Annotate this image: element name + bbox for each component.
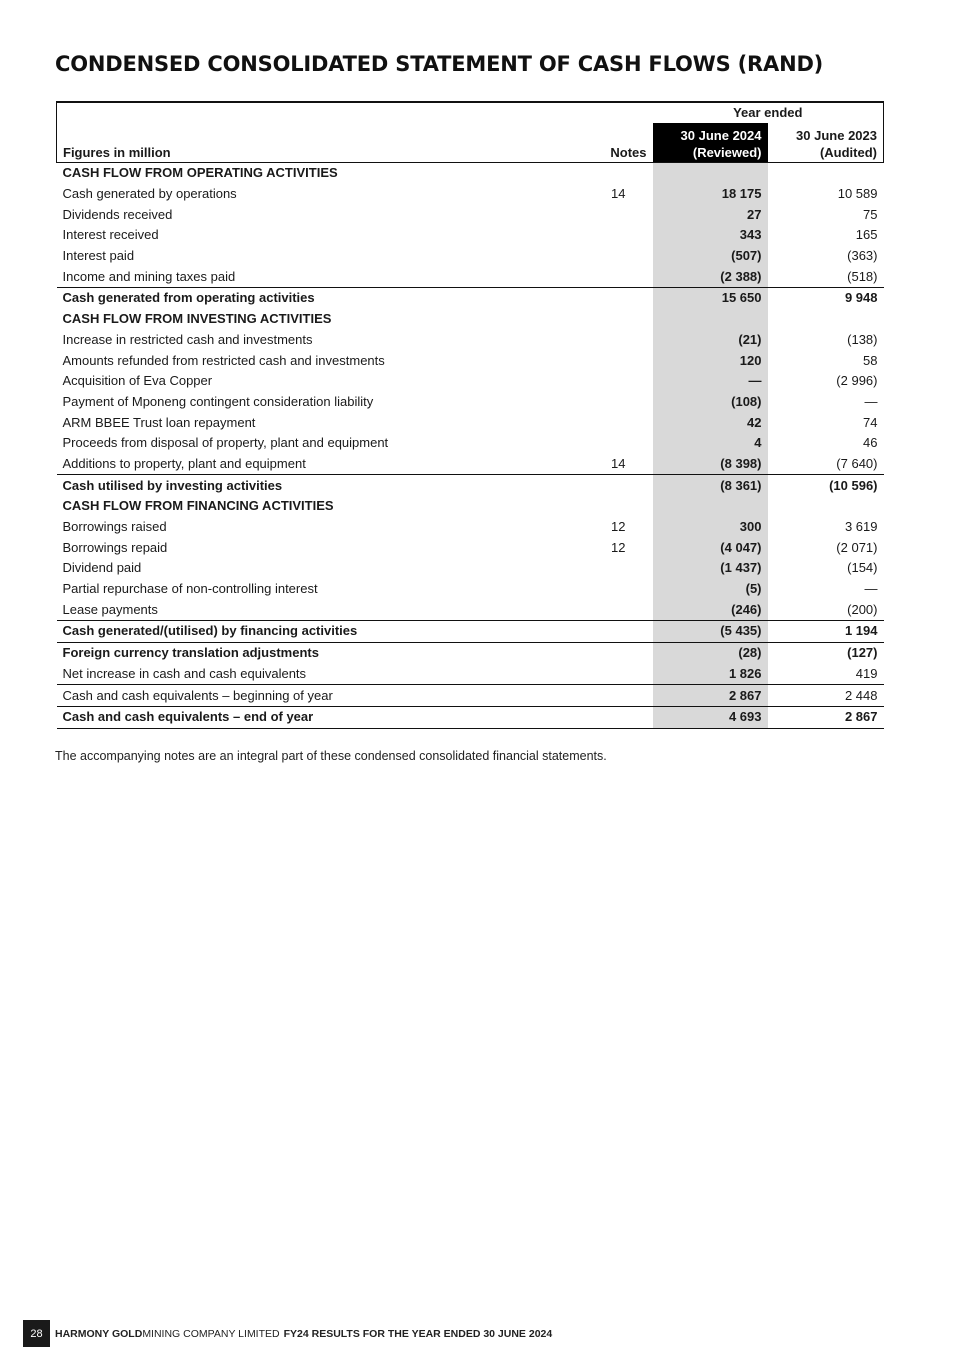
row-label: Borrowings raised [62,519,167,535]
row-prior-value: 2 867 [844,709,878,725]
row-current-value: 300 [653,517,768,538]
header-row-columns [57,123,884,163]
row-label: Partial repurchase of non-controlling interest [62,581,318,597]
row-prior-value: 74 [863,414,878,430]
table-row [57,412,884,433]
table-row [57,454,884,475]
row-prior-value: 3 619 [844,519,878,535]
row-note: 14 [611,455,626,471]
table-row [57,246,884,267]
page-number: 28 [23,1320,50,1347]
total-row [57,642,884,663]
table-row [57,266,884,287]
row-note [587,706,653,728]
row-label: ARM BBEE Trust loan repayment [62,414,256,430]
row-note [587,599,653,620]
table-row [57,371,884,392]
row-prior-value: 1 194 [844,623,878,639]
row-prior-value: (518) [847,268,878,284]
table-row [57,685,884,707]
row-note [587,496,653,517]
row-note [587,330,653,351]
row-current-value: (28) [653,642,768,663]
row-current-value: 27 [653,204,768,225]
table-row [57,517,884,538]
row-prior-value: (127) [847,645,878,661]
row-label: Proceeds from disposal of property, plant and equipment [62,435,389,451]
row-prior-value: 2 448 [844,687,878,703]
current-year-date: 30 June 2024 [680,128,762,143]
row-current-value: (5 435) [653,621,768,643]
table-row [57,184,884,205]
cash-flow-table [56,101,884,729]
row-label: Foreign currency translation adjustments [62,645,319,661]
row-note [587,204,653,225]
row-note [587,309,653,330]
row-prior-value: (2 071) [836,539,878,555]
row-prior-value: (7 640) [836,455,878,471]
row-label: Dividend paid [62,560,142,576]
row-label: Interest received [62,227,159,243]
row-note: 12 [611,539,626,555]
section-heading-row [57,496,884,517]
current-year-header [653,123,768,163]
row-note [587,246,653,267]
row-label: CASH FLOW FROM OPERATING ACTIVITIES [62,165,338,181]
row-label: Cash utilised by investing activities [62,477,283,493]
page-title: CONDENSED CONSOLIDATED STATEMENT OF CASH FLOWS (RAND) [55,52,824,76]
section-heading-row [57,309,884,330]
row-note [587,621,653,643]
row-label: Income and mining taxes paid [62,268,236,284]
row-label: Cash generated from operating activities [62,290,315,306]
row-current-value: 1 826 [653,664,768,685]
row-current-value: (1 437) [653,558,768,579]
footer-report-title: FY24 RESULTS FOR THE YEAR ENDED 30 JUNE 2024 [283,1327,553,1340]
row-prior-value: 46 [863,435,878,451]
row-label: Dividends received [62,206,173,222]
row-current-value: (2 388) [653,266,768,287]
row-note [587,558,653,579]
row-label: CASH FLOW FROM INVESTING ACTIVITIES [62,311,332,327]
row-label: CASH FLOW FROM FINANCING ACTIVITIES [62,498,334,514]
row-prior-value: (10 596) [829,477,878,493]
row-current-value: (4 047) [653,537,768,558]
year-ended-label: Year ended [653,102,884,123]
footnote: The accompanying notes are an integral part of these condensed consolidated financial statements. [55,749,607,763]
row-prior-value: (200) [847,601,878,617]
row-note: 12 [611,519,626,535]
row-current-value: 15 650 [653,288,768,309]
row-note: 14 [611,186,626,202]
row-prior-value: (138) [847,331,878,347]
footer-company-rest: MINING COMPANY LIMITED [142,1327,280,1340]
prior-year-header [768,123,884,163]
table-row [57,558,884,579]
table-row [57,599,884,620]
row-current-value: 4 [653,433,768,454]
row-note [587,225,653,246]
row-label: Payment of Mponeng contingent consideration liability [62,393,374,409]
row-current-value: — [653,371,768,392]
row-current-value: 4 693 [653,706,768,728]
row-note [587,266,653,287]
total-row [57,475,884,496]
notes-label: Notes [610,145,647,160]
row-note [587,163,653,184]
row-note [587,392,653,413]
row-label: Net increase in cash and cash equivalents [62,665,307,681]
prior-year-date: 30 June 2023 [796,128,877,143]
row-note [587,350,653,371]
row-prior-value: 10 589 [837,186,878,202]
row-note [587,433,653,454]
row-note [587,664,653,685]
row-current-value: 343 [653,225,768,246]
table-row [57,433,884,454]
row-current-value [653,496,768,517]
total-row [57,288,884,309]
row-current-value [653,309,768,330]
figures-in-million-label: Figures in million [57,123,587,163]
row-prior-value: 165 [855,227,878,243]
table-row [57,350,884,371]
row-label: Cash generated by operations [62,186,237,202]
footer-company-bold: HARMONY GOLD [55,1327,143,1340]
row-note [587,642,653,663]
row-prior-value: — [864,393,878,409]
row-current-value: (8 398) [653,454,768,475]
table-row [57,579,884,600]
row-current-value: (108) [653,392,768,413]
row-current-value [653,163,768,184]
header-blank [57,102,653,123]
row-label: Borrowings repaid [62,539,168,555]
row-label: Increase in restricted cash and investments [62,331,313,347]
table-row [57,330,884,351]
row-prior-value: (2 996) [836,373,878,389]
row-note [587,412,653,433]
row-label: Cash and cash equivalents – end of year [62,709,314,725]
row-prior-value [768,309,884,330]
total-row [57,621,884,643]
row-current-value: (8 361) [653,475,768,496]
row-note [587,475,653,496]
row-label: Lease payments [62,601,158,617]
row-current-value: 18 175 [653,184,768,205]
row-prior-value: (363) [847,248,878,264]
row-label: Cash generated/(utilised) by financing activities [62,623,358,639]
row-prior-value: — [864,581,878,597]
row-label: Interest paid [62,248,135,264]
row-current-value: (5) [653,579,768,600]
row-prior-value: 419 [855,665,878,681]
row-prior-value: 9 948 [844,290,878,306]
table-row [57,392,884,413]
row-label: Cash and cash equivalents – beginning of year [62,687,333,703]
row-prior-value: (154) [847,560,878,576]
table-row [57,537,884,558]
row-current-value: 42 [653,412,768,433]
row-prior-value [768,163,884,184]
row-current-value: (246) [653,599,768,620]
prior-year-status: (Audited) [819,145,877,160]
page-footer [23,1320,552,1347]
table-row [57,664,884,685]
header-row-year [57,102,884,123]
row-current-value: (21) [653,330,768,351]
table-row [57,225,884,246]
row-prior-value: 58 [863,352,878,368]
row-current-value: 120 [653,350,768,371]
section-heading-row [57,163,884,184]
row-label: Acquisition of Eva Copper [62,373,213,389]
row-note [587,288,653,309]
row-prior-value [768,496,884,517]
row-note [587,685,653,707]
row-note [587,579,653,600]
table-row [57,204,884,225]
row-label: Additions to property, plant and equipment [62,455,306,471]
total-row [57,706,884,728]
row-label: Amounts refunded from restricted cash and investments [62,352,385,368]
row-prior-value: 75 [863,206,878,222]
row-note [587,371,653,392]
row-current-value: (507) [653,246,768,267]
row-current-value: 2 867 [653,685,768,707]
current-year-status: (Reviewed) [692,145,762,160]
